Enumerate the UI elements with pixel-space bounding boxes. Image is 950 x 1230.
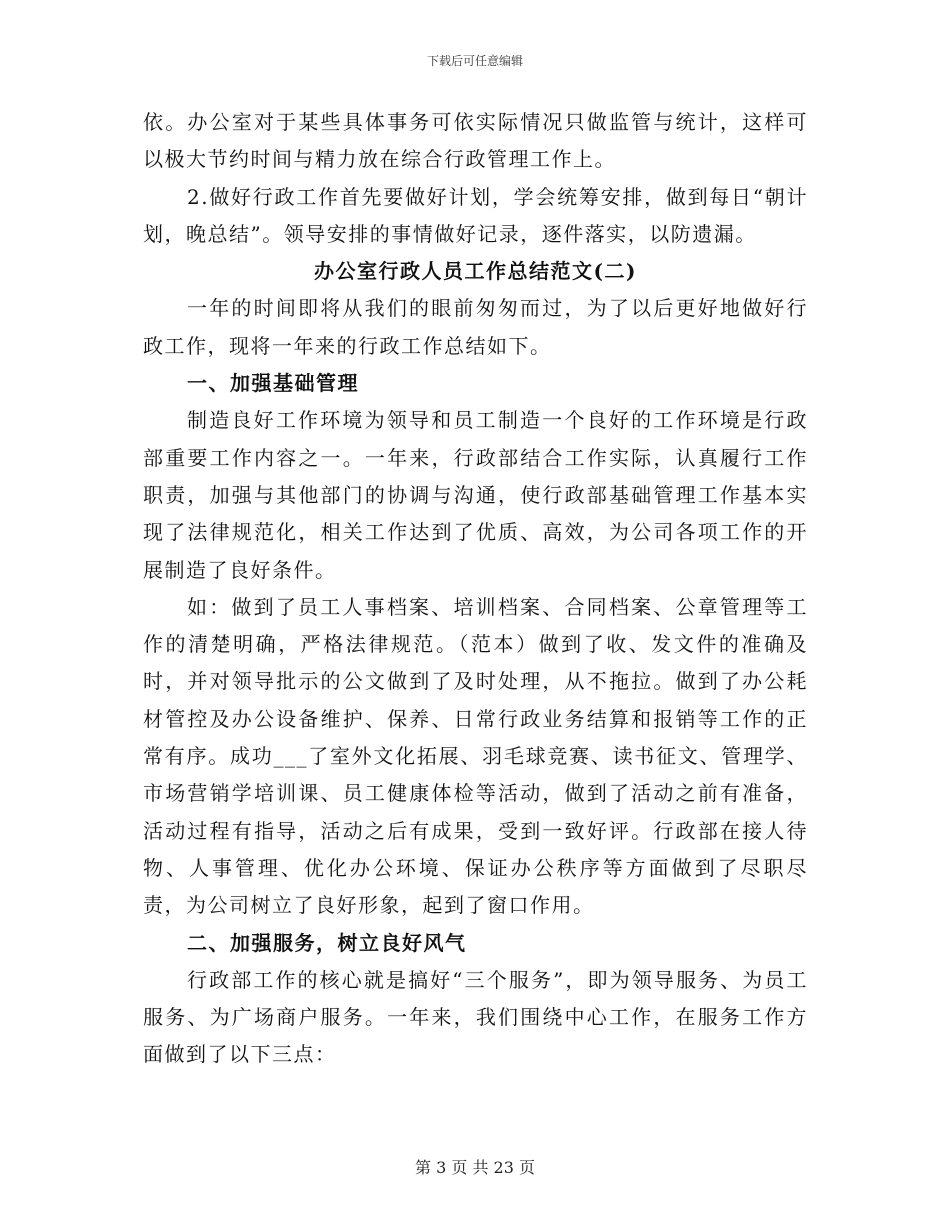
paragraph-planning: 2.做好行政工作首先要做好计划，学会统筹安排，做到每日“朝计划，晚总结”。领导安排的事情做好记录，逐件落实，以防遗漏。 — [143, 184, 808, 246]
section-title: 办公室行政人员工作总结范文(二) — [314, 259, 637, 284]
paragraph-examples: 如：做到了员工人事档案、培训档案、合同档案、公章管理等工作的清楚明确，严格法律规范。（范本）做到了收、发文件的准确及时，并对领导批示的公文做到了及时处理，从不拖拉。做到了办公耗材管控及办公设备维护、保养、日常行政业务结算和报销等工作的正常有序。成功___了室外文化拓展、羽毛球竞赛、读书征文、管理学、市场营销学培训课、员工健康体检等活动，做到了活动之前有准备，活动过程有指导，活动之后有成果，受到一致好评。行政部在接人待物、人事管理、优化办公环境、保证办公秩序等方面做到了尽职尽责，为公司树立了良好形象，起到了窗口作用。 — [143, 594, 808, 918]
paragraph-environment: 制造良好工作环境为领导和员工制造一个良好的工作环境是行政部重要工作内容之一。一年来，行政部结合工作实际，认真履行工作职责，加强与其他部门的协调与沟通，使行政部基础管理工作基本实现了法律规范化，相关工作达到了优质、高效，为公司各项工作的开展制造了良好条件。 — [143, 408, 808, 582]
heading-basic-management: 一、加强基础管理 — [187, 371, 359, 396]
paragraph-continuation: 依。办公室对于某些具体事务可依实际情况只做监管与统计，这样可以极大节约时间与精力放在综合行政管理工作上。 — [143, 110, 808, 172]
paragraph-three-services: 行政部工作的核心就是搞好“三个服务”，即为领导服务、为员工服务、为广场商户服务。一年来，我们围绕中心工作，在服务工作方面做到了以下三点： — [143, 967, 808, 1067]
paragraph-intro: 一年的时间即将从我们的眼前匆匆而过，为了以后更好地做好行政工作，现将一年来的行政工作总结如下。 — [143, 296, 808, 358]
heading-service: 二、加强服务，树立良好风气 — [187, 930, 467, 955]
page-header: 下载后可任意编辑 — [426, 54, 523, 68]
document-body — [143, 104, 808, 1074]
page-number: 第 3 页 共 23 页 — [415, 1158, 535, 1177]
